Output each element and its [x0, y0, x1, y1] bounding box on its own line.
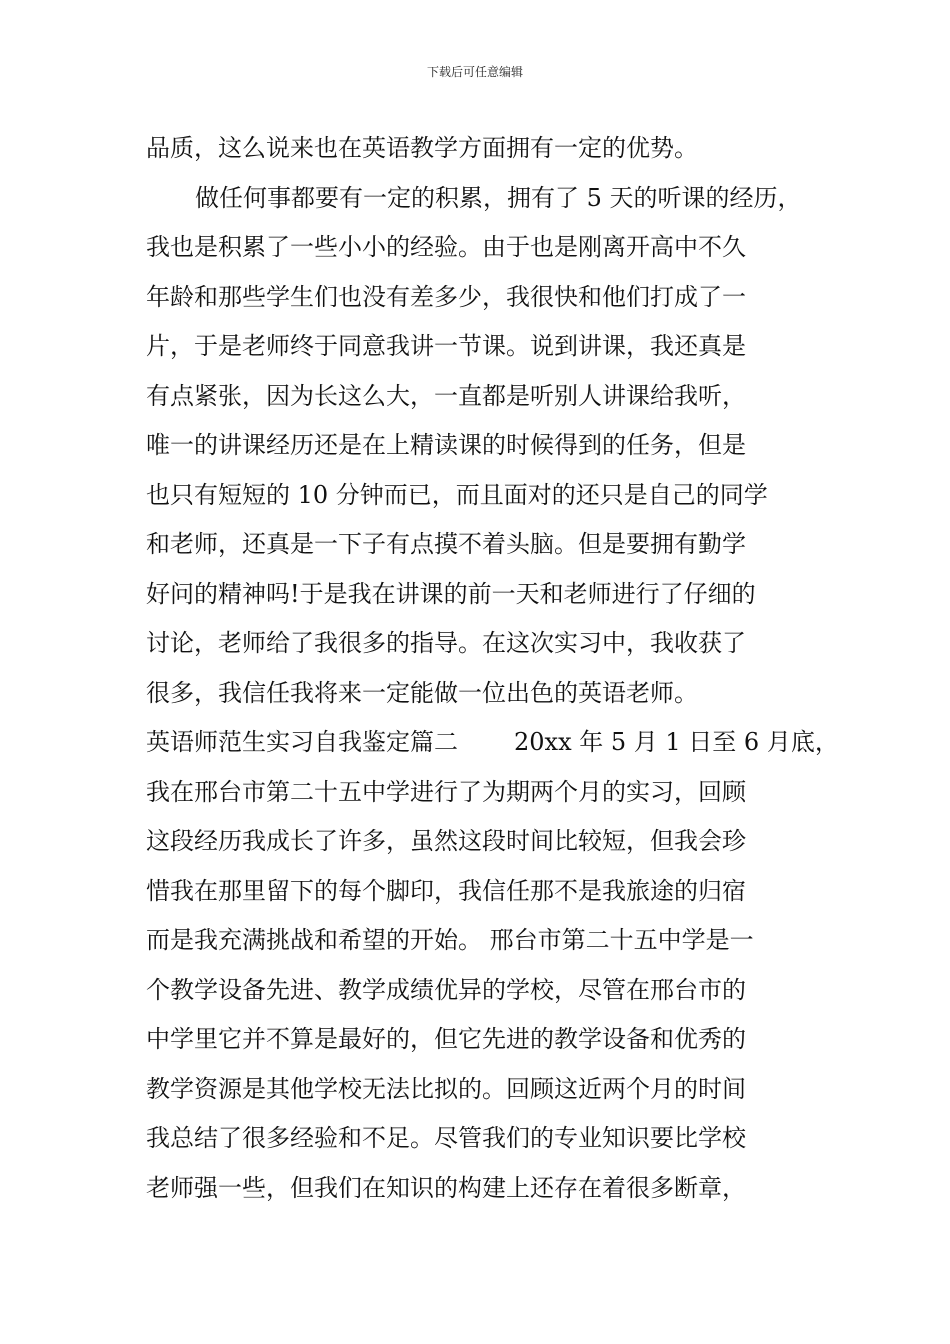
text-line: 我也是积累了一些小小的经验。由于也是刚离开高中不久 — [146, 233, 746, 261]
text-line: 我在邢台市第二十五中学进行了为期两个月的实习，回顾 — [146, 777, 746, 806]
text-line: 年龄和那些学生们也没有差多少，我很快和他们打成了一 — [146, 282, 746, 311]
text-line: 教学资源是其他学校无法比拟的。回顾这近两个月的时间 — [146, 1074, 746, 1103]
text-line: 唯一的讲课经历还是在上精读课的时候得到的任务，但是 — [146, 431, 746, 459]
text-line: 这段经历我成长了许多，虽然这段时间比较短，但我会珍 — [146, 827, 746, 855]
page-header-note: 下载后可任意编辑 — [426, 65, 523, 79]
document-body — [146, 124, 839, 1213]
section-heading-line — [146, 718, 839, 768]
section-title: 英语师范生实习自我鉴定篇二 — [146, 728, 458, 756]
text-line: 做任何事都要有一定的积累，拥有了 5 天的听课的经历， — [195, 183, 802, 212]
text-line: 和老师，还真是一下子有点摸不着头脑。但是要拥有勤学 — [146, 530, 746, 558]
text-line: 片，于是老师终于同意我讲一节课。说到讲课，我还真是 — [146, 332, 746, 360]
text-line: 我总结了很多经验和不足。尽管我们的专业知识要比学校 — [146, 1124, 746, 1152]
text-line: 而是我充满挑战和希望的开始。 邢台市第二十五中学是一 — [146, 926, 754, 954]
date-range: 20xx 年 5 月 1 日至 6 月底， — [514, 728, 839, 756]
text-line: 品质，这么说来也在英语教学方面拥有一定的优势。 — [146, 134, 698, 162]
text-line: 中学里它并不算是最好的，但它先进的教学设备和优秀的 — [146, 1025, 746, 1053]
text-line: 个教学设备先进、教学成绩优异的学校，尽管在邢台市的 — [146, 975, 746, 1004]
text-line: 有点紧张，因为长这么大，一直都是听别人讲课给我听， — [146, 381, 746, 410]
text-line: 讨论，老师给了我很多的指导。在这次实习中，我收获了 — [146, 629, 746, 657]
text-line: 老师强一些，但我们在知识的构建上还存在着很多断章， — [146, 1173, 746, 1202]
text-line: 惜我在那里留下的每个脚印，我信任那不是我旅途的归宿 — [146, 876, 746, 905]
text-line: 好问的精神吗!于是我在讲课的前一天和老师进行了仔细的 — [146, 579, 756, 608]
text-line: 也只有短短的 10 分钟而已，而且面对的还只是自己的同学 — [146, 480, 768, 509]
text-line: 很多，我信任我将来一定能做一位出色的英语老师。 — [146, 678, 698, 707]
